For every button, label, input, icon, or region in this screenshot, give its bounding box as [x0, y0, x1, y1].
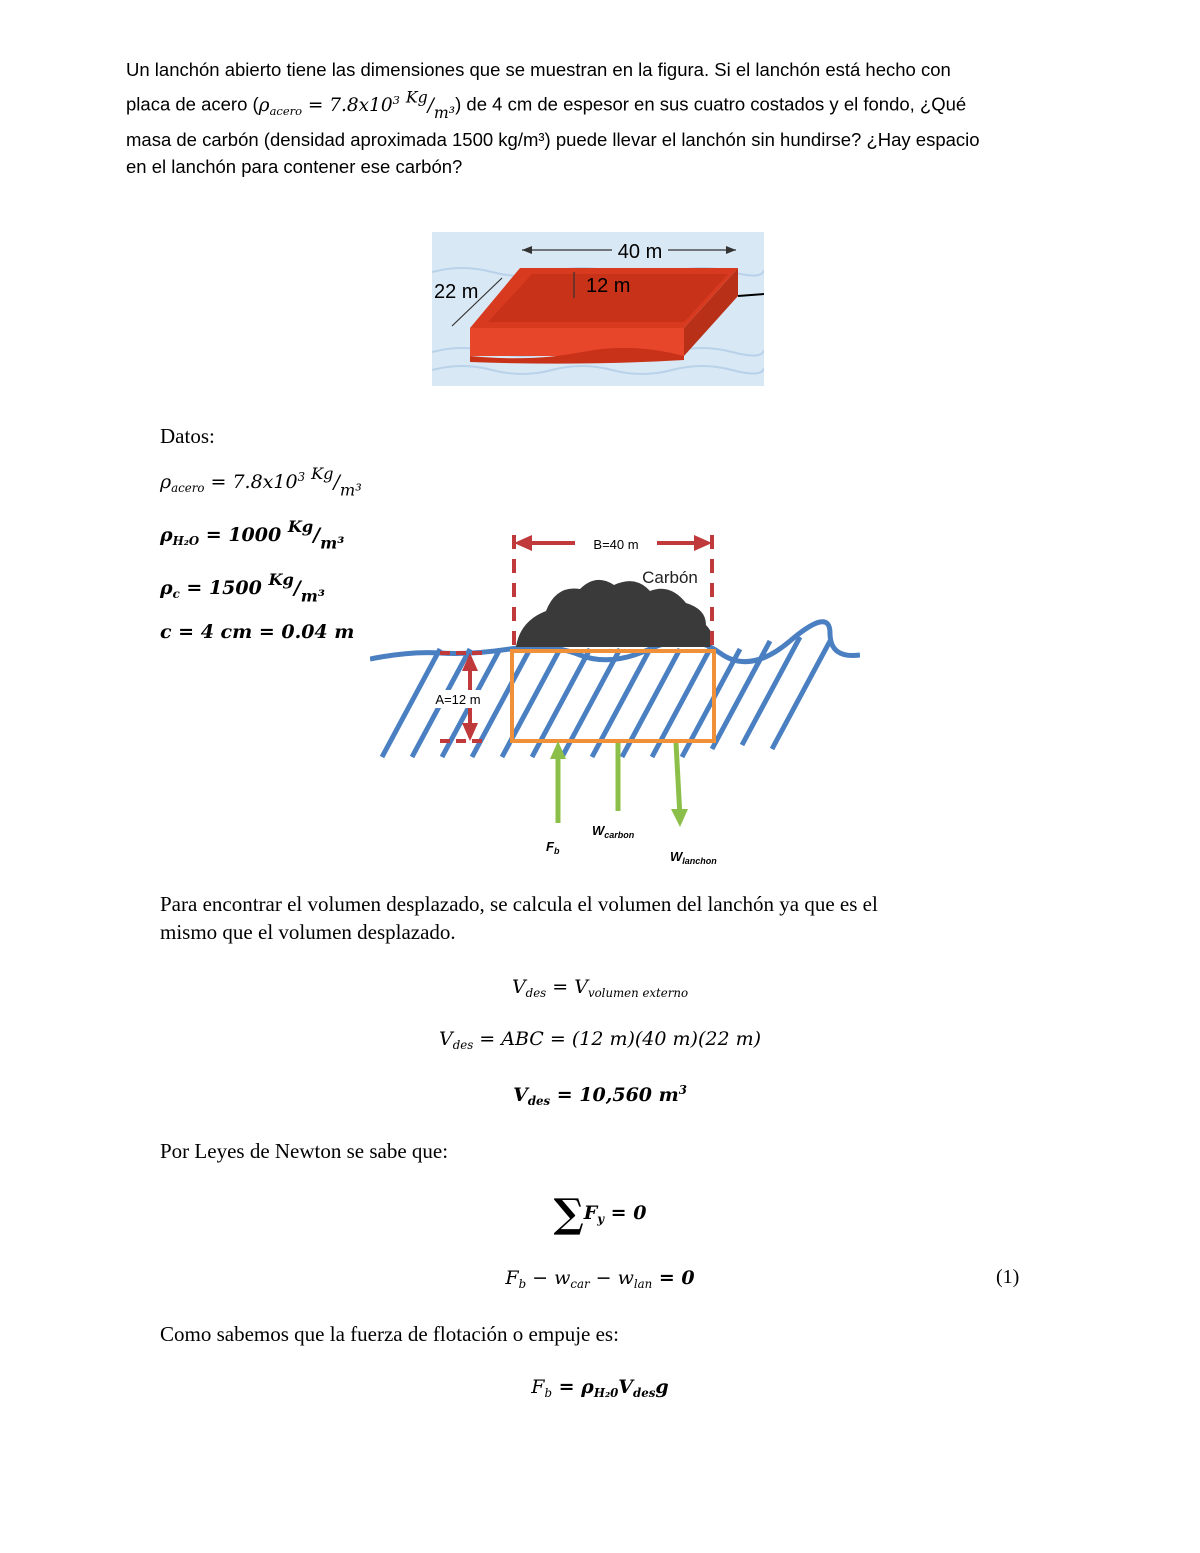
rho-acero-inline: $\rho_{acero} = 7.8x10^3$ $^{Kg}/_{m^3}$: [258, 87, 456, 122]
length-label: 40 m: [617, 241, 663, 263]
wlanchon-label: $W_{lanchon}$: [670, 849, 717, 866]
height-label: 12 m: [586, 275, 631, 297]
newton-text: Por Leyes de Newton se sabe que:: [160, 1139, 449, 1163]
wcarbon-label: $W_{carbon}$: [592, 823, 635, 840]
a-label: A=12 m: [435, 692, 481, 707]
eq-force-balance: $F_b - w_{car} - w_{lan} = 0$: [505, 1267, 695, 1292]
volume-paragraph: Para encontrar el volumen desplazado, se calcula el volumen del lanchón ya que es el mismo que el volumen desplazado.: [160, 892, 878, 944]
datos-block: [160, 418, 362, 651]
eq-number-1: (1): [996, 1266, 1020, 1288]
datos-rho-c: $\rho_c = 1500$ $^{Kg}/_{m^3}$: [160, 570, 325, 606]
datos-title: Datos:: [160, 424, 215, 448]
datos-rho-h2o: $\rho_{H_2O} = 1000$ $^{Kg}/_{m^3}$: [160, 517, 345, 553]
datos-rho-acero: $\rho_{acero} = 7.8x10^3$ $^{Kg}/_{m^3}$: [160, 464, 362, 500]
problem-line-2: placa de acero ($\rho_{acero} = 7.8x10^3$ $^{Kg}/_{m^3}$) de 4 cm de espesor en sus cuatro costados y el fondo, ¿Qué: [126, 87, 967, 122]
coal-pile: [516, 580, 712, 647]
problem-statement: [126, 56, 1034, 180]
empuje-text: Como sabemos que la fuerza de flotación o empuje es:: [160, 1322, 619, 1346]
b-label: B=40 m: [593, 537, 639, 552]
eq-vdes-abc: $V_{des}$ = ABC = (12 m)(40 m)(22 m): [438, 1028, 762, 1053]
carbon-label: Carbón: [642, 568, 698, 587]
force-diagram: [370, 525, 860, 870]
wlanchon-arrow: [676, 743, 680, 817]
barge-figure: [432, 232, 764, 386]
problem-line-4: en el lanchón para contener ese carbón?: [126, 155, 463, 177]
problem-line-3: masa de carbón (densidad aproximada 1500 kg/m³) puede llevar el lanchón sin hundirse? ¿Hay espacio: [126, 128, 980, 150]
width-label: 22 m: [434, 281, 479, 303]
eq-vdes-result: $V_{des} = 10,560$ $m^3$: [513, 1083, 687, 1109]
eq-buoyancy: $F_b = \rho_{H_20}V_{des}g$: [531, 1376, 669, 1401]
eq-sum-fy: $\sum F_y = 0$: [553, 1190, 647, 1237]
eq-vdes-def: $V_{des} = V_{volumen externo}$: [511, 976, 689, 1001]
problem-line-1: Un lanchón abierto tiene las dimensiones que se muestran en la figura. Si el lanchón está hecho con: [126, 59, 951, 80]
datos-c: c = 4 cm = 0.04 m: [160, 621, 355, 644]
fb-label: $F_b$: [546, 839, 560, 856]
